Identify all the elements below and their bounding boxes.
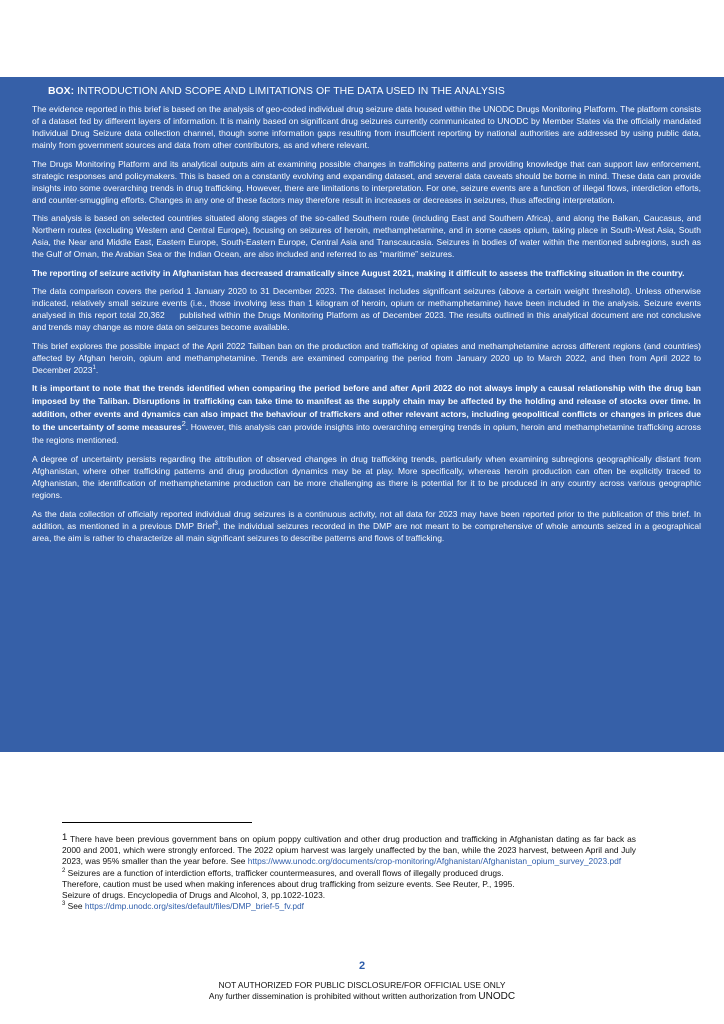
paragraph-6 bbox=[32, 340, 701, 376]
paragraph-1: The evidence reported in this brief is based on the analysis of geo-coded individual drug seizure data housed within the UNODC Drugs Monitoring Platform. The platform consists of a dataset fed by different layers of information. It is mainly based on significant drug seizures currently communicated to UNODC by Member States via the officially mandated Individual Drug Seizure data collection channel, though some information gaps resulting from insufficient reporting by national authorities are addressed by using public data, mainly from government sources and data from other contributors, as and where relevant. bbox=[32, 104, 701, 151]
footnote-ref-2: 2 bbox=[181, 419, 186, 429]
disclaimer-line-1: NOT AUTHORIZED FOR PUBLIC DISCLOSURE/FOR OFFICIAL USE ONLY bbox=[218, 980, 506, 990]
paragraph-9-rest: , the individual seizures recorded in the DMP are not meant to be comprehensive of whole amounts seized in a geographical area, the aim is rather to characterize all main significant seizures to describe patterns and flows of trafficking. bbox=[32, 520, 701, 543]
page-number: 2 bbox=[358, 960, 366, 972]
footnote-2-line-1: Seizures are a function of interdiction efforts, trafficker countermeasures, and overall flows of illegally produced drugs. bbox=[65, 867, 504, 878]
disclaimer bbox=[0, 980, 724, 1002]
paragraph-9 bbox=[32, 508, 701, 544]
paragraph-4-highlight: The reporting of seizure activity in Afghanistan has decreased dramatically since August 2021, making it difficult to assess the trafficking situation in the country. bbox=[32, 267, 685, 278]
footnote-3-link[interactable]: https://dmp.unodc.org/sites/default/files/DMP_brief-5_fv.pdf bbox=[84, 901, 305, 912]
paragraph-8: A degree of uncertainty persists regarding the attribution of observed changes in drug trafficking trends, particularly when examining subregions geographically distant from Afghanistan, where other trafficking patterns and drug production dynamics may be at play. More specifically, whereas heroin production can often be explicitly traced to Afghanistan, the identification of methamphetamine production can be more challenging as there is potential for it to be produced in any country across various geographic regions. bbox=[32, 454, 701, 501]
intro-box bbox=[0, 77, 724, 752]
footnote-1-number: 1 bbox=[62, 832, 68, 843]
box-title-label: BOX: bbox=[48, 86, 75, 97]
box-title bbox=[48, 86, 701, 97]
paragraph-7-rest: . However, this analysis can provide insights into overarching emerging trends in opium, heroin and methamphetamine trafficking across the regions mentioned. bbox=[32, 422, 701, 445]
footnote-3-text: See bbox=[65, 901, 85, 912]
box-title-text: INTRODUCTION AND SCOPE AND LIMITATIONS OF THE DATA USED IN THE ANALYSIS bbox=[74, 86, 505, 97]
footnote-ref-1: 1 bbox=[92, 364, 96, 371]
footnote-1-text: There have been previous government bans on opium poppy cultivation and other drug production and trafficking in Afghanistan dating as far back as 2000 and 2001, which were strongly enforced. The 2022 opium harvest was largely unaffected by the ban, while the 2023 harvest, between April and July 2023, was 95% smaller than the year before. See bbox=[62, 834, 636, 867]
paragraph-6-text: This brief explores the possible impact of the April 2022 Taliban ban on the production and trafficking of opiates and methamphetamine across different regions (and countries) affected by Afghan heroin, opium and methamphetamine. Trends are examined comparing the period from January 2020 up to March 2022, and then from April 2022 to December 2023 bbox=[32, 340, 701, 375]
paragraph-7 bbox=[32, 382, 701, 447]
paragraph-2: The Drugs Monitoring Platform and its analytical outputs aim at examining possible changes in trafficking patterns and providing knowledge that can support law enforcement, strategic responses and policymakers. This is based on a constantly evolving and expanding dataset, and several data caveats should be borne in mind. These data can provide insights into some overarching trends in drug trafficking. However, there are limitations to interpretation. For one, seizure events are a function of illegal flows, interdiction efforts, and counter-smuggling efforts. Changes in any one of these factors may therefore result in increases or decreases in seizures, thus affecting interpretation. bbox=[32, 158, 701, 205]
disclaimer-line-2-text: Any further dissemination is prohibited without written authorization from bbox=[208, 991, 479, 1001]
footnote-3 bbox=[62, 901, 636, 912]
footnotes bbox=[62, 832, 636, 912]
paragraph-9-text: As the data collection of officially reported individual drug seizures is a continuous activity, not all data for 2023 may have been reported prior to the publication of this brief. In addition, as mentioned in a previous DMP Brief bbox=[32, 508, 701, 531]
paragraph-3: This analysis is based on selected countries situated along stages of the so-called Southern route (including East and Southern Africa), and along the Balkan, Caucasus, and Northern routes (excluding Western and Central Europe), focusing on seizures of heroin, methamphetamine, and in some cases opium, taking place in South-West Asia, South Asia, the Near and Middle East, Eastern Europe, South-Eastern Europe, Central Asia and Transcaucasia. Seizures in bodies of water within the mentioned subregions, such as the Gulf of Oman, the Arabian Sea or the Indian Ocean, are also included and referred to as “maritime” seizures. bbox=[32, 213, 701, 260]
footnote-2-line-2: Therefore, caution must be used when making inferences about drug trafficking from seizure events. See Reuter, P., 1995. bbox=[62, 878, 515, 889]
footnote-separator bbox=[62, 822, 252, 823]
footnote-2-line-3: Seizure of drugs. Encyclopedia of Drugs and Alcohol, 3, pp.1022-1023. bbox=[62, 890, 326, 901]
footnote-1-link[interactable]: https://www.unodc.org/documents/crop-monitoring/Afghanistan/Afghanistan_opium_survey_2023.pdf bbox=[247, 856, 622, 867]
paragraph-7-bold: It is important to note that the trends identified when comparing the period before and after April 2022 do not always imply a causal relationship with the drug ban imposed by the Taliban. Disruptions in trafficking can take time to manifest as the supply chain may be affected by the holding and release of stocks over time. In addition, other events and dynamics can also impact the behaviour of traffickers and other relevant actors, including geopolitical conflicts or changes in prices due to the uncertainty of some measures bbox=[32, 383, 701, 432]
footnote-1 bbox=[62, 832, 636, 868]
paragraph-5: The data comparison covers the period 1 January 2020 to 31 December 2023. The dataset includes significant seizures (above a certain weight threshold). Unless otherwise indicated, relatively small seizure events (i.e., those involving less than 1 kilogram of heroin, opium or methamphetamine) have been included in the analysis. Seizure events analysed in this report total 20,362 published within the Drugs Monitoring Platform as of December 2023. The results outlined in this analytical document are not conclusive and trends may change as more data on seizures become available. bbox=[32, 285, 704, 333]
footnote-2-number: 2 bbox=[62, 867, 66, 874]
disclaimer-org: UNODC bbox=[478, 991, 516, 1002]
footnote-3-number: 3 bbox=[62, 901, 66, 908]
footnote-ref-3: 3 bbox=[214, 521, 218, 528]
paragraph-6-end: . bbox=[95, 364, 99, 375]
footnote-2 bbox=[62, 868, 636, 902]
disclaimer-line-2 bbox=[0, 991, 724, 1002]
